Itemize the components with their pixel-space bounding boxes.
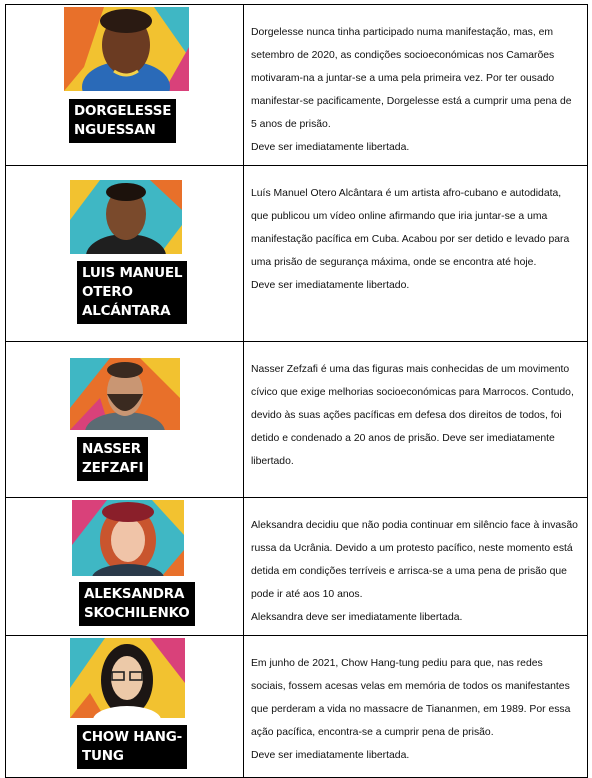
table-row [6,636,588,778]
portrait-luis-manuel [70,180,182,254]
prisoner-cases-table [5,4,588,778]
table-row [6,166,588,342]
description-cell [244,342,588,498]
profile-description: Dorgelesse nunca tinha participado numa manifestação, mas, em setembro de 2020, as condições socioeconómicas nos Camarões motivaram-na a juntar-se a uma pela primeira vez. Por ter ousado manifestar-se pacificamente, Dorgelesse está a cumprir uma pena de 5 anos de prisão. Deve ser imediatamente libertada. [251,27,572,153]
portrait-cell [6,342,244,498]
portrait-dorgelesse [64,7,189,91]
table-row [6,342,588,498]
description-cell [244,498,588,636]
description-cell [244,166,588,342]
portrait-cell [6,166,244,342]
portrait-cell [6,498,244,636]
description-cell [244,5,588,166]
portrait-aleksandra [72,500,184,576]
profile-name: CHOW HANG- TUNG [77,725,187,769]
profile-description: Em junho de 2021, Chow Hang-tung pediu para que, nas redes sociais, fossem acesas velas em memória de todos os manifestantes que perderam a vida no massacre de Tiananmen, em 1989. Por essa ação pacífica, encontra-se a cumprir pena de prisão. Deve ser imediatamente libertada. [251,658,571,761]
description-cell [244,636,588,778]
profile-description: Aleksandra decidiu que não podia continuar em silêncio face à invasão russa da Ucrânia. Devido a um protesto pacífico, neste momento está detida em condições terríveis e arrisca-se a uma pena de prisão que pode ir até aos 10 anos. Aleksandra deve ser imediatamente libertada. [251,520,578,623]
portrait-cell [6,636,244,778]
profile-name: LUIS MANUEL OTERO ALCÁNTARA [77,261,187,324]
portrait-nasser [70,358,180,430]
profile-description: Nasser Zefzafi é uma das figuras mais conhecidas de um movimento cívico que exige melhorias socioeconómicas para Marrocos. Contudo, devido às suas ações pacíficas em defesa dos direitos de todos, foi detido e condenado a 20 anos de prisão. Deve ser imediatamente libertado. [251,364,574,467]
portrait-cell [6,5,244,166]
table-row [6,498,588,636]
profile-description: Luís Manuel Otero Alcântara é um artista afro-cubano e autodidata, que publicou um vídeo online afirmando que iria juntar-se a uma manifestação pacífica em Cuba. Acabou por ser detido e levado para uma prisão de segurança máxima, onde se encontra até hoje. Deve ser imediatamente libertado. [251,188,570,291]
portrait-chow-hang-tung [70,638,185,718]
profile-name: NASSER ZEFZAFI [77,437,148,481]
profile-name: DORGELESSE NGUESSAN [69,99,176,143]
profile-name: ALEKSANDRA SKOCHILENKO [79,582,195,626]
table-row [6,5,588,166]
